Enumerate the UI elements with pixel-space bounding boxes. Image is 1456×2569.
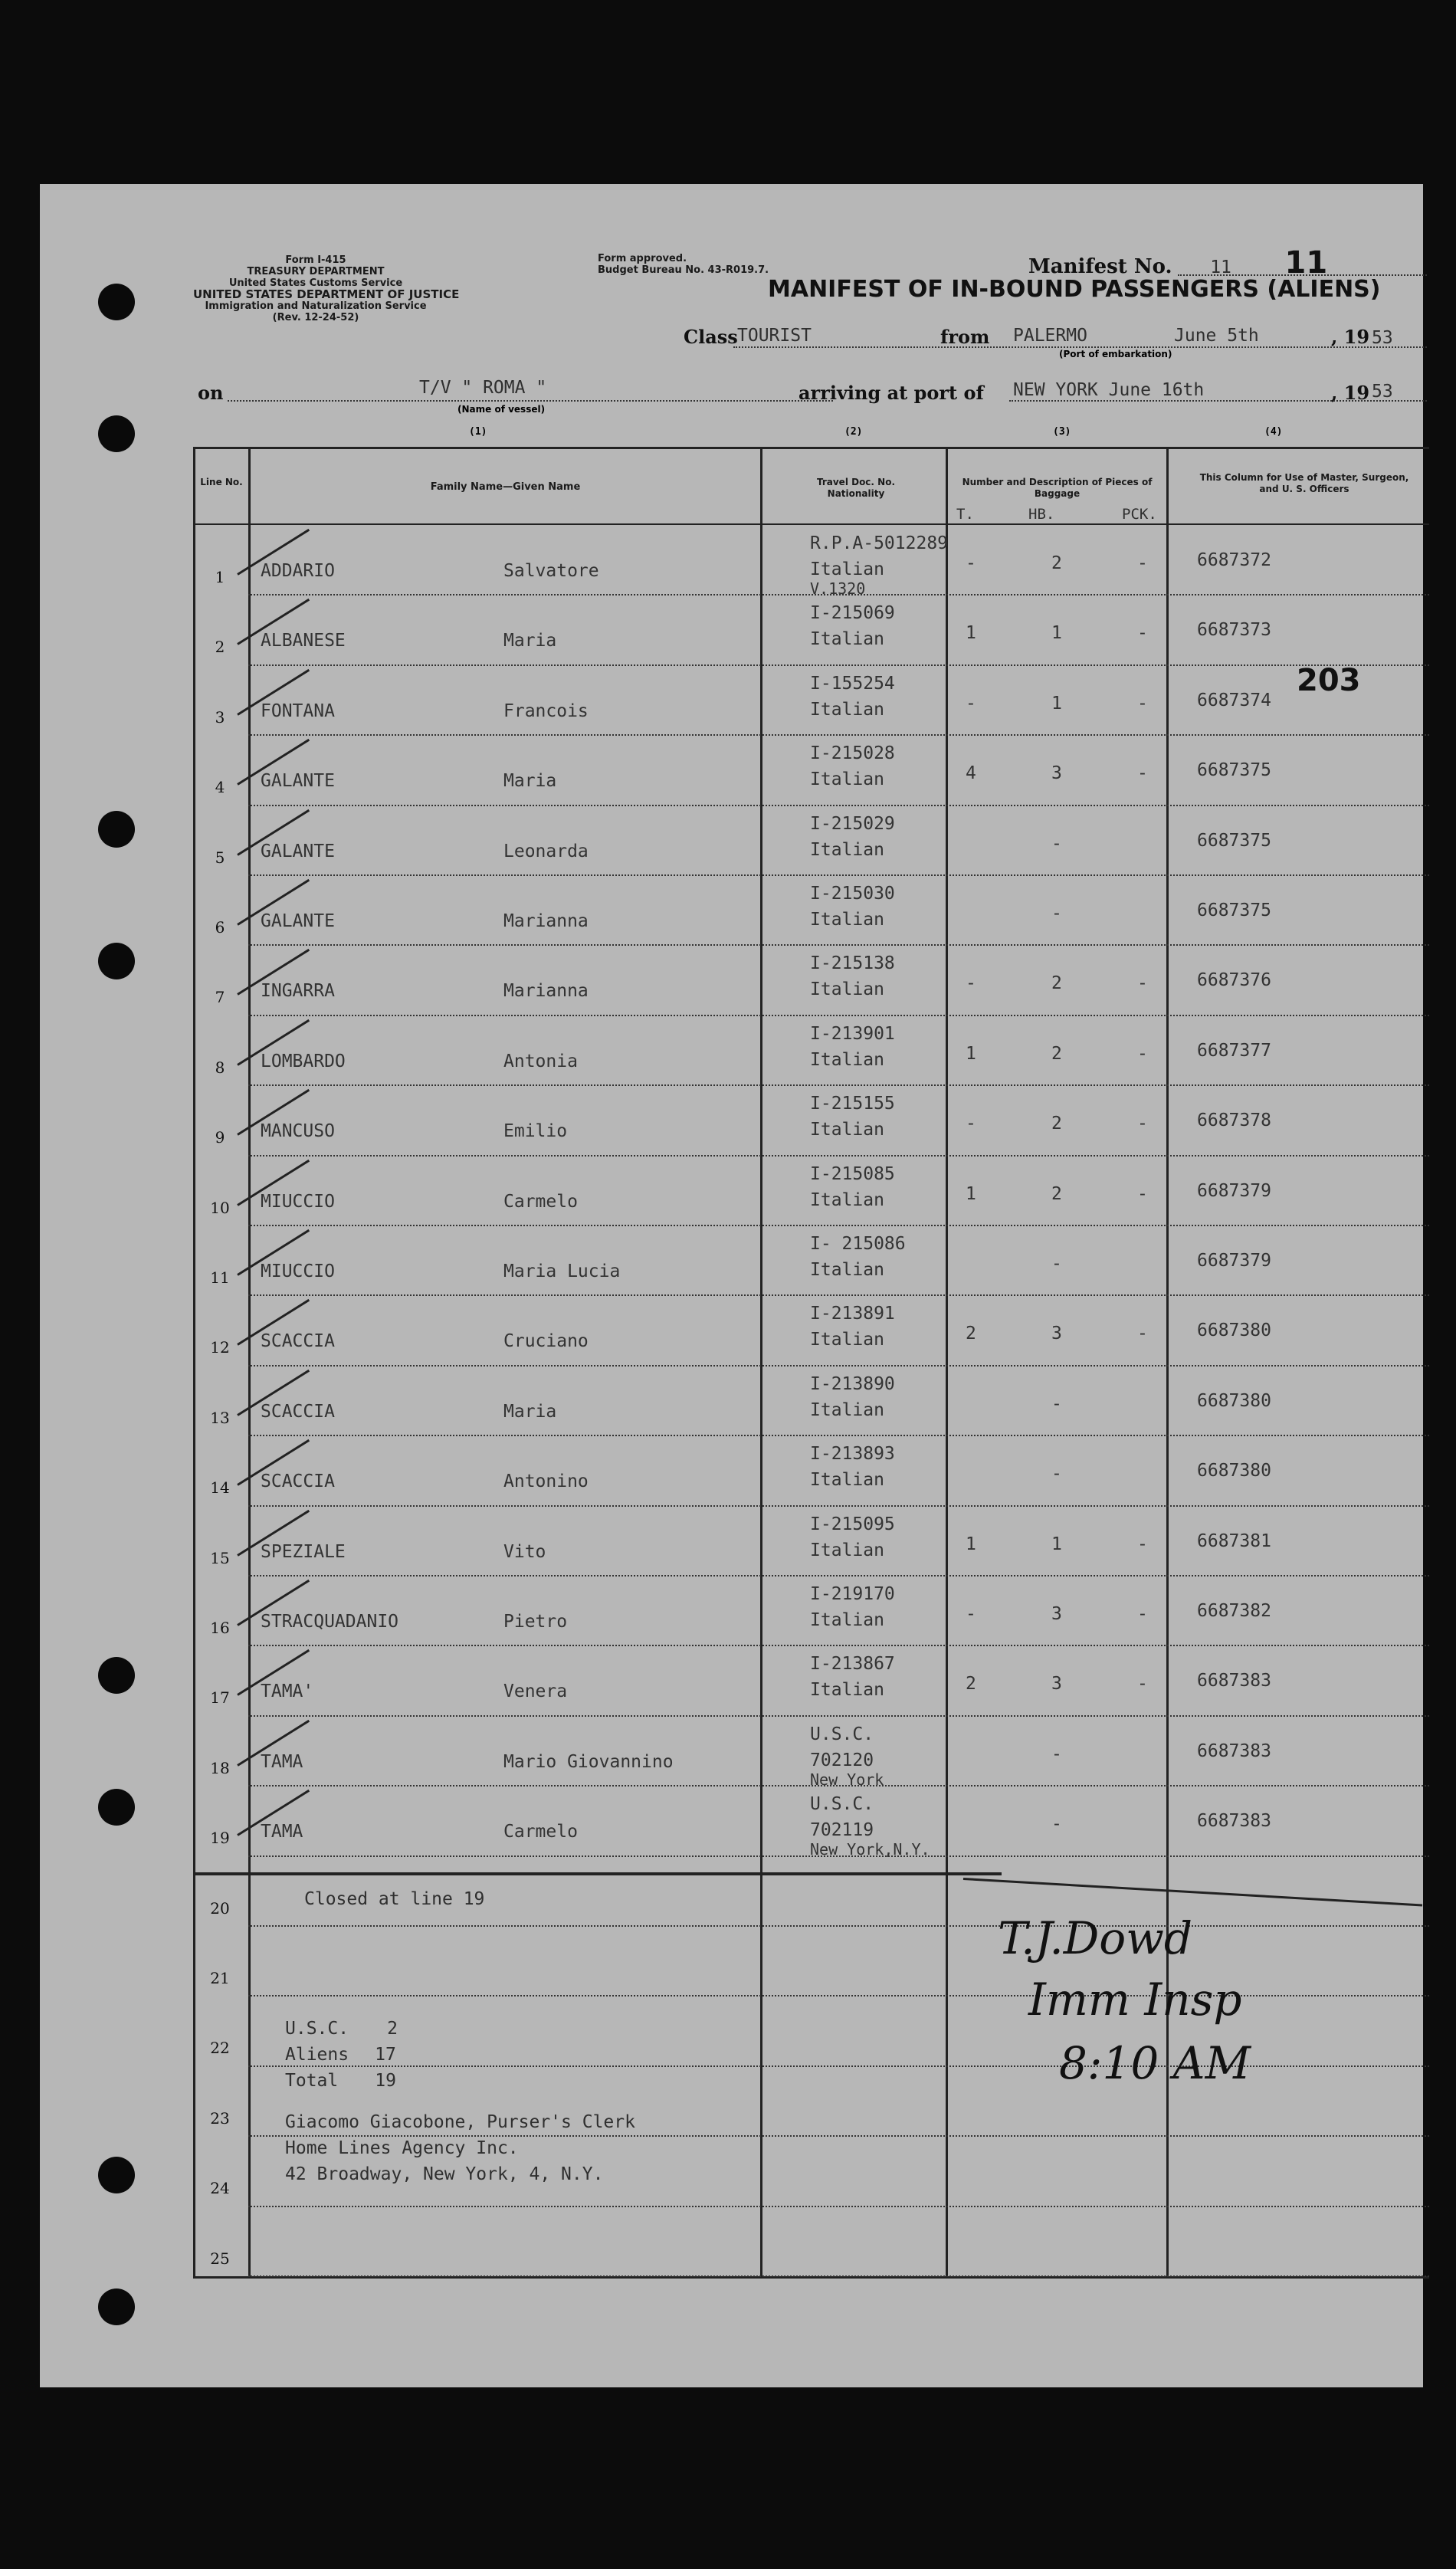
row-rule	[248, 2275, 1429, 2277]
line-number: 20	[210, 1898, 230, 1918]
closed-at-line: Closed at line 19	[304, 1889, 485, 1909]
table-row	[193, 1646, 1429, 1716]
nationality: Italian	[810, 1540, 884, 1560]
punch-hole	[98, 415, 135, 452]
punch-hole	[98, 2288, 135, 2325]
given-name: Carmelo	[503, 1822, 578, 1842]
travel-doc: I-215155	[810, 1094, 895, 1114]
baggage-trunks: -	[966, 1114, 976, 1134]
table-row	[193, 1226, 1429, 1296]
line-number: 10	[210, 1198, 230, 1217]
given-name: Leonarda	[503, 841, 589, 861]
table-top-rule	[193, 447, 1429, 449]
baggage-packages: -	[1137, 1534, 1148, 1554]
baggage-sub-pck: PCK.	[1122, 506, 1157, 523]
officer-number: 6687375	[1197, 760, 1271, 781]
col-num-3: (3)	[1053, 426, 1071, 438]
travel-doc: I-215030	[810, 884, 895, 904]
table-row	[193, 1157, 1429, 1226]
justice-dept: UNITED STATES DEPARTMENT OF JUSTICE	[193, 287, 460, 301]
line-number: 2	[215, 638, 225, 657]
line-number: 15	[210, 1548, 230, 1567]
officer-number: 6687376	[1197, 970, 1271, 991]
baggage-trunks: -	[966, 553, 976, 573]
table-row	[193, 1577, 1429, 1646]
given-name: Carmelo	[503, 1191, 578, 1212]
baggage-hand: 2	[1051, 1183, 1062, 1204]
given-name: Antonia	[503, 1051, 578, 1071]
form-number: Form I-415	[285, 254, 346, 266]
travel-doc: U.S.C.	[810, 1794, 874, 1815]
officer-number: 6687383	[1197, 1671, 1271, 1691]
vessel-rule	[228, 400, 833, 402]
table-row	[193, 2207, 1429, 2277]
usc-label: U.S.C.	[285, 2019, 349, 2039]
given-name: Maria Lucia	[503, 1262, 621, 1281]
baggage-packages: -	[1137, 763, 1148, 784]
travel-doc: I-215095	[810, 1514, 895, 1534]
baggage-trunks: 1	[966, 623, 976, 644]
line-number: 12	[210, 1338, 230, 1357]
given-name: Vito	[503, 1541, 546, 1562]
given-name: Maria	[503, 631, 557, 651]
baggage-packages: -	[1137, 1674, 1148, 1695]
manifest-number-stamp: 11	[1284, 245, 1328, 281]
table-row	[193, 806, 1429, 876]
table-row	[193, 1786, 1429, 1859]
baggage-packages: -	[1137, 693, 1148, 714]
officer-number: 6687380	[1197, 1390, 1271, 1411]
family-name: ADDARIO	[261, 561, 335, 581]
officer-number: 6687373	[1197, 620, 1271, 641]
from-date: June 5th	[1174, 326, 1259, 346]
travel-doc: I-155254	[810, 673, 895, 694]
given-name: Maria	[503, 1401, 557, 1422]
nationality: 702119	[810, 1820, 874, 1841]
officer-number: 6687372	[1197, 550, 1271, 570]
nationality: Italian	[810, 1049, 884, 1070]
family-name: SCACCIA	[261, 1472, 335, 1492]
nationality: Italian	[810, 1470, 884, 1491]
nationality: Italian	[810, 1610, 884, 1630]
inspection-time: 8:10 AM	[1059, 2037, 1251, 2089]
baggage-packages: -	[1137, 1183, 1148, 1204]
year2-label: , 19	[1331, 382, 1370, 404]
baggage-trunks: 1	[966, 1534, 976, 1554]
col-num-2: (2)	[844, 426, 863, 438]
family-name: TAMA'	[261, 1681, 314, 1702]
baggage-trunks: 1	[966, 1043, 976, 1064]
line-number: 13	[210, 1408, 230, 1427]
officer-number: 6687383	[1197, 1741, 1271, 1761]
baggage-hand: 1	[1051, 623, 1062, 644]
stamp-number: 203	[1297, 663, 1361, 698]
line-number: 3	[215, 707, 225, 727]
on-label: on	[198, 382, 224, 404]
table-row	[193, 876, 1429, 946]
baggage-hand: 2	[1051, 1043, 1062, 1064]
baggage-hand: -	[1051, 833, 1062, 854]
punch-hole	[98, 811, 135, 848]
form-revision: (Rev. 12-24-52)	[272, 312, 359, 323]
line-number: 23	[210, 2108, 230, 2128]
col-num-4: (4)	[1264, 426, 1283, 438]
line-number: 16	[210, 1619, 230, 1637]
family-name: SCACCIA	[261, 1331, 335, 1352]
family-name: GALANTE	[261, 771, 335, 792]
totals-block	[285, 2016, 398, 2094]
family-name: MANCUSO	[261, 1121, 335, 1142]
family-name: TAMA	[261, 1751, 303, 1772]
nationality: Italian	[810, 769, 884, 790]
baggage-hand: -	[1051, 1744, 1062, 1764]
officer-number: 6687379	[1197, 1251, 1271, 1271]
punch-hole	[98, 1657, 135, 1694]
baggage-hand: 2	[1051, 1114, 1062, 1134]
doc-extra: V.1320	[810, 579, 866, 598]
vessel-name: T/V " ROMA "	[419, 378, 547, 398]
travel-doc: I-219170	[810, 1584, 895, 1604]
baggage-hand: -	[1051, 1814, 1062, 1835]
baggage-hand: -	[1051, 1393, 1062, 1414]
family-name: FONTANA	[261, 700, 335, 721]
given-name: Marianna	[503, 981, 589, 1002]
baggage-trunks: 2	[966, 1324, 976, 1344]
baggage-trunks: 1	[966, 1183, 976, 1204]
family-name: MIUCCIO	[261, 1191, 335, 1212]
family-name: TAMA	[261, 1822, 303, 1842]
travel-doc: I-213901	[810, 1023, 895, 1044]
punch-hole	[98, 1789, 135, 1826]
officer-number: 6687375	[1197, 901, 1271, 920]
line-number: 4	[215, 778, 225, 797]
dept-name: TREASURY DEPARTMENT	[247, 266, 385, 277]
nationality: Italian	[810, 910, 884, 930]
agency-name: Home Lines Agency Inc.	[285, 2138, 519, 2158]
year-label: , 19	[1331, 326, 1370, 348]
manifest-number-typed: 11	[1210, 258, 1231, 277]
travel-doc: U.S.C.	[810, 1724, 874, 1744]
nationality: Italian	[810, 979, 884, 1000]
col-header-name: Family Name—Given Name	[430, 481, 581, 493]
from-port: PALERMO	[1013, 326, 1087, 346]
baggage-hand: 2	[1051, 553, 1062, 573]
baggage-packages: -	[1137, 1043, 1148, 1064]
travel-doc: I-215138	[810, 953, 895, 974]
travel-doc: I- 215086	[810, 1234, 906, 1254]
baggage-packages: -	[1137, 1114, 1148, 1134]
year-value: 53	[1372, 328, 1393, 348]
table-row	[193, 1086, 1429, 1156]
table-header-rule	[193, 523, 1429, 525]
aliens-value: 17	[375, 2045, 396, 2065]
officer-number: 6687375	[1197, 830, 1271, 851]
clerk-block	[285, 2109, 635, 2187]
baggage-hand: 2	[1051, 973, 1062, 994]
travel-doc: I-213890	[810, 1373, 895, 1394]
col-num-1: (1)	[469, 426, 487, 438]
table-row	[193, 1296, 1429, 1366]
officer-number: 6687377	[1197, 1040, 1271, 1061]
col-header-officers: This Column for Use of Master, Surgeon, and U. S. Officers	[1199, 472, 1409, 494]
col-header-travel: Travel Doc. No. Nationality	[816, 477, 896, 499]
line-number: 9	[215, 1128, 225, 1147]
given-name: Venera	[503, 1681, 568, 1702]
baggage-hand: -	[1051, 1464, 1062, 1485]
nationality: Italian	[810, 699, 884, 720]
line-number: 17	[210, 1688, 230, 1708]
line-number: 14	[210, 1478, 230, 1498]
travel-doc: I-213867	[810, 1654, 895, 1675]
nationality: Italian	[810, 559, 884, 579]
aliens-label: Aliens	[285, 2045, 349, 2065]
punch-hole	[98, 284, 135, 320]
purser-clerk: Giacomo Giacobone, Purser's Clerk	[285, 2112, 635, 2132]
line-number: 19	[210, 1829, 230, 1848]
baggage-hand: 1	[1051, 693, 1062, 714]
baggage-hand: -	[1051, 904, 1062, 924]
nationality: Italian	[810, 1120, 884, 1140]
inspector-signature: T.J.Dowd	[998, 1912, 1192, 1964]
given-name: Francois	[503, 700, 589, 721]
travel-doc: I-215085	[810, 1163, 895, 1184]
officer-number: 6687380	[1197, 1461, 1271, 1481]
baggage-packages: -	[1137, 553, 1148, 573]
arriving-port: NEW YORK June 16th	[1013, 380, 1205, 400]
nationality: Italian	[810, 1189, 884, 1210]
nationality: Italian	[810, 1330, 884, 1350]
family-name: GALANTE	[261, 841, 335, 861]
baggage-hand: 3	[1051, 1324, 1062, 1344]
table-row	[193, 1717, 1429, 1789]
ins-service: Immigration and Naturalization Service	[205, 300, 427, 312]
given-name: Cruciano	[503, 1331, 589, 1352]
family-name: SPEZIALE	[261, 1541, 346, 1562]
class-value: TOURIST	[737, 326, 812, 346]
family-name: STRACQUADANIO	[261, 1612, 399, 1632]
table-row	[193, 946, 1429, 1015]
baggage-packages: -	[1137, 973, 1148, 994]
class-label: Class	[684, 326, 738, 348]
officer-number: 6687383	[1197, 1811, 1271, 1832]
baggage-hand: 3	[1051, 1674, 1062, 1695]
family-name: ALBANESE	[261, 631, 346, 651]
from-label: from	[940, 326, 990, 348]
customs-service: United States Customs Service	[228, 277, 403, 289]
closing-rule	[193, 1872, 1002, 1875]
travel-doc: I-215069	[810, 603, 895, 624]
line-number: 22	[210, 2039, 230, 2058]
class-rule	[733, 346, 1427, 348]
table-row	[193, 1436, 1429, 1506]
baggage-trunks: 4	[966, 763, 976, 784]
given-name: Salvatore	[503, 561, 599, 581]
baggage-sub-hb: HB.	[1028, 506, 1055, 523]
arriving-label: arriving at port of	[799, 382, 984, 404]
doc-extra: New York,N.Y.	[810, 1840, 930, 1859]
form-approved: Form approved.	[598, 253, 687, 264]
line-number: 1	[215, 568, 225, 586]
table-row	[193, 526, 1429, 598]
table-row	[193, 1016, 1429, 1086]
officer-number: 6687374	[1197, 690, 1271, 710]
given-name: Emilio	[503, 1121, 568, 1142]
given-name: Maria	[503, 771, 557, 792]
officer-number: 6687380	[1197, 1321, 1271, 1341]
punch-hole	[98, 943, 135, 979]
nationality: Italian	[810, 1680, 884, 1701]
travel-doc: R.P.A-5012289	[810, 533, 949, 553]
agency-address: 42 Broadway, New York, 4, N.Y.	[285, 2164, 604, 2184]
budget-bureau: Budget Bureau No. 43-R019.7.	[598, 264, 769, 276]
given-name: Mario Giovannino	[503, 1751, 674, 1772]
officer-number: 6687378	[1197, 1111, 1271, 1131]
travel-doc: I-213891	[810, 1304, 895, 1324]
baggage-trunks: -	[966, 1604, 976, 1624]
baggage-packages: -	[1137, 623, 1148, 644]
vessel-note: (Name of vessel)	[457, 404, 546, 415]
table-row	[193, 1507, 1429, 1577]
baggage-sub-t: T.	[956, 506, 974, 523]
arriving-rule	[1009, 400, 1427, 402]
table-row	[193, 1367, 1429, 1436]
line-number: 18	[210, 1758, 230, 1777]
table-row	[193, 1927, 1429, 1996]
family-name: LOMBARDO	[261, 1051, 346, 1071]
line-number: 24	[210, 2179, 230, 2198]
col-header-baggage: Number and Description of Pieces of Baggage	[962, 477, 1153, 499]
doc-extra: New York	[810, 1770, 884, 1789]
total-label: Total	[285, 2071, 339, 2091]
manifest-title: MANIFEST OF IN-BOUND PASSENGERS (ALIENS)	[768, 276, 1381, 303]
travel-doc: I-215028	[810, 743, 895, 764]
line-number: 5	[215, 848, 225, 867]
family-name: INGARRA	[261, 981, 335, 1002]
punch-hole	[98, 2157, 135, 2193]
baggage-hand: 1	[1051, 1534, 1062, 1554]
officer-number: 6687381	[1197, 1531, 1271, 1551]
line-number: 11	[210, 1268, 230, 1287]
line-number: 7	[215, 988, 225, 1007]
nationality: Italian	[810, 1260, 884, 1280]
given-name: Pietro	[503, 1612, 568, 1632]
manifest-label: Manifest No.	[1028, 255, 1172, 278]
port-note: (Port of embarkation)	[1059, 349, 1172, 359]
baggage-packages: -	[1137, 1324, 1148, 1344]
year2-value: 53	[1372, 382, 1393, 402]
travel-doc: I-213893	[810, 1444, 895, 1465]
officer-number: 6687379	[1197, 1180, 1271, 1201]
baggage-packages: -	[1137, 1604, 1148, 1624]
officer-number: 6687382	[1197, 1601, 1271, 1621]
line-number: 21	[210, 1969, 230, 1987]
baggage-trunks: -	[966, 973, 976, 994]
given-name: Antonino	[503, 1472, 589, 1492]
baggage-hand: 3	[1051, 1604, 1062, 1624]
nationality: Italian	[810, 629, 884, 650]
col-header-line-no: Line No.	[200, 477, 243, 487]
baggage-trunks: 2	[966, 1674, 976, 1695]
approval-block	[598, 253, 769, 276]
baggage-hand: -	[1051, 1254, 1062, 1274]
family-name: GALANTE	[261, 911, 335, 931]
form-header-block	[193, 254, 460, 323]
nationality: 702120	[810, 1750, 874, 1770]
family-name: SCACCIA	[261, 1401, 335, 1422]
family-name: MIUCCIO	[261, 1262, 335, 1281]
table-row	[193, 666, 1429, 736]
table-row	[193, 595, 1429, 665]
line-number: 6	[215, 918, 225, 937]
baggage-trunks: -	[966, 693, 976, 714]
nationality: Italian	[810, 1399, 884, 1420]
usc-value: 2	[387, 2019, 398, 2039]
inspector-title: Imm Insp	[1028, 1974, 1242, 2026]
baggage-hand: 3	[1051, 763, 1062, 784]
total-value: 19	[375, 2071, 396, 2091]
table-row	[193, 736, 1429, 805]
line-number: 25	[210, 2249, 230, 2268]
line-number: 8	[215, 1058, 225, 1077]
manifest-sheet	[40, 184, 1423, 2387]
given-name: Marianna	[503, 911, 589, 931]
travel-doc: I-215029	[810, 813, 895, 834]
nationality: Italian	[810, 839, 884, 860]
